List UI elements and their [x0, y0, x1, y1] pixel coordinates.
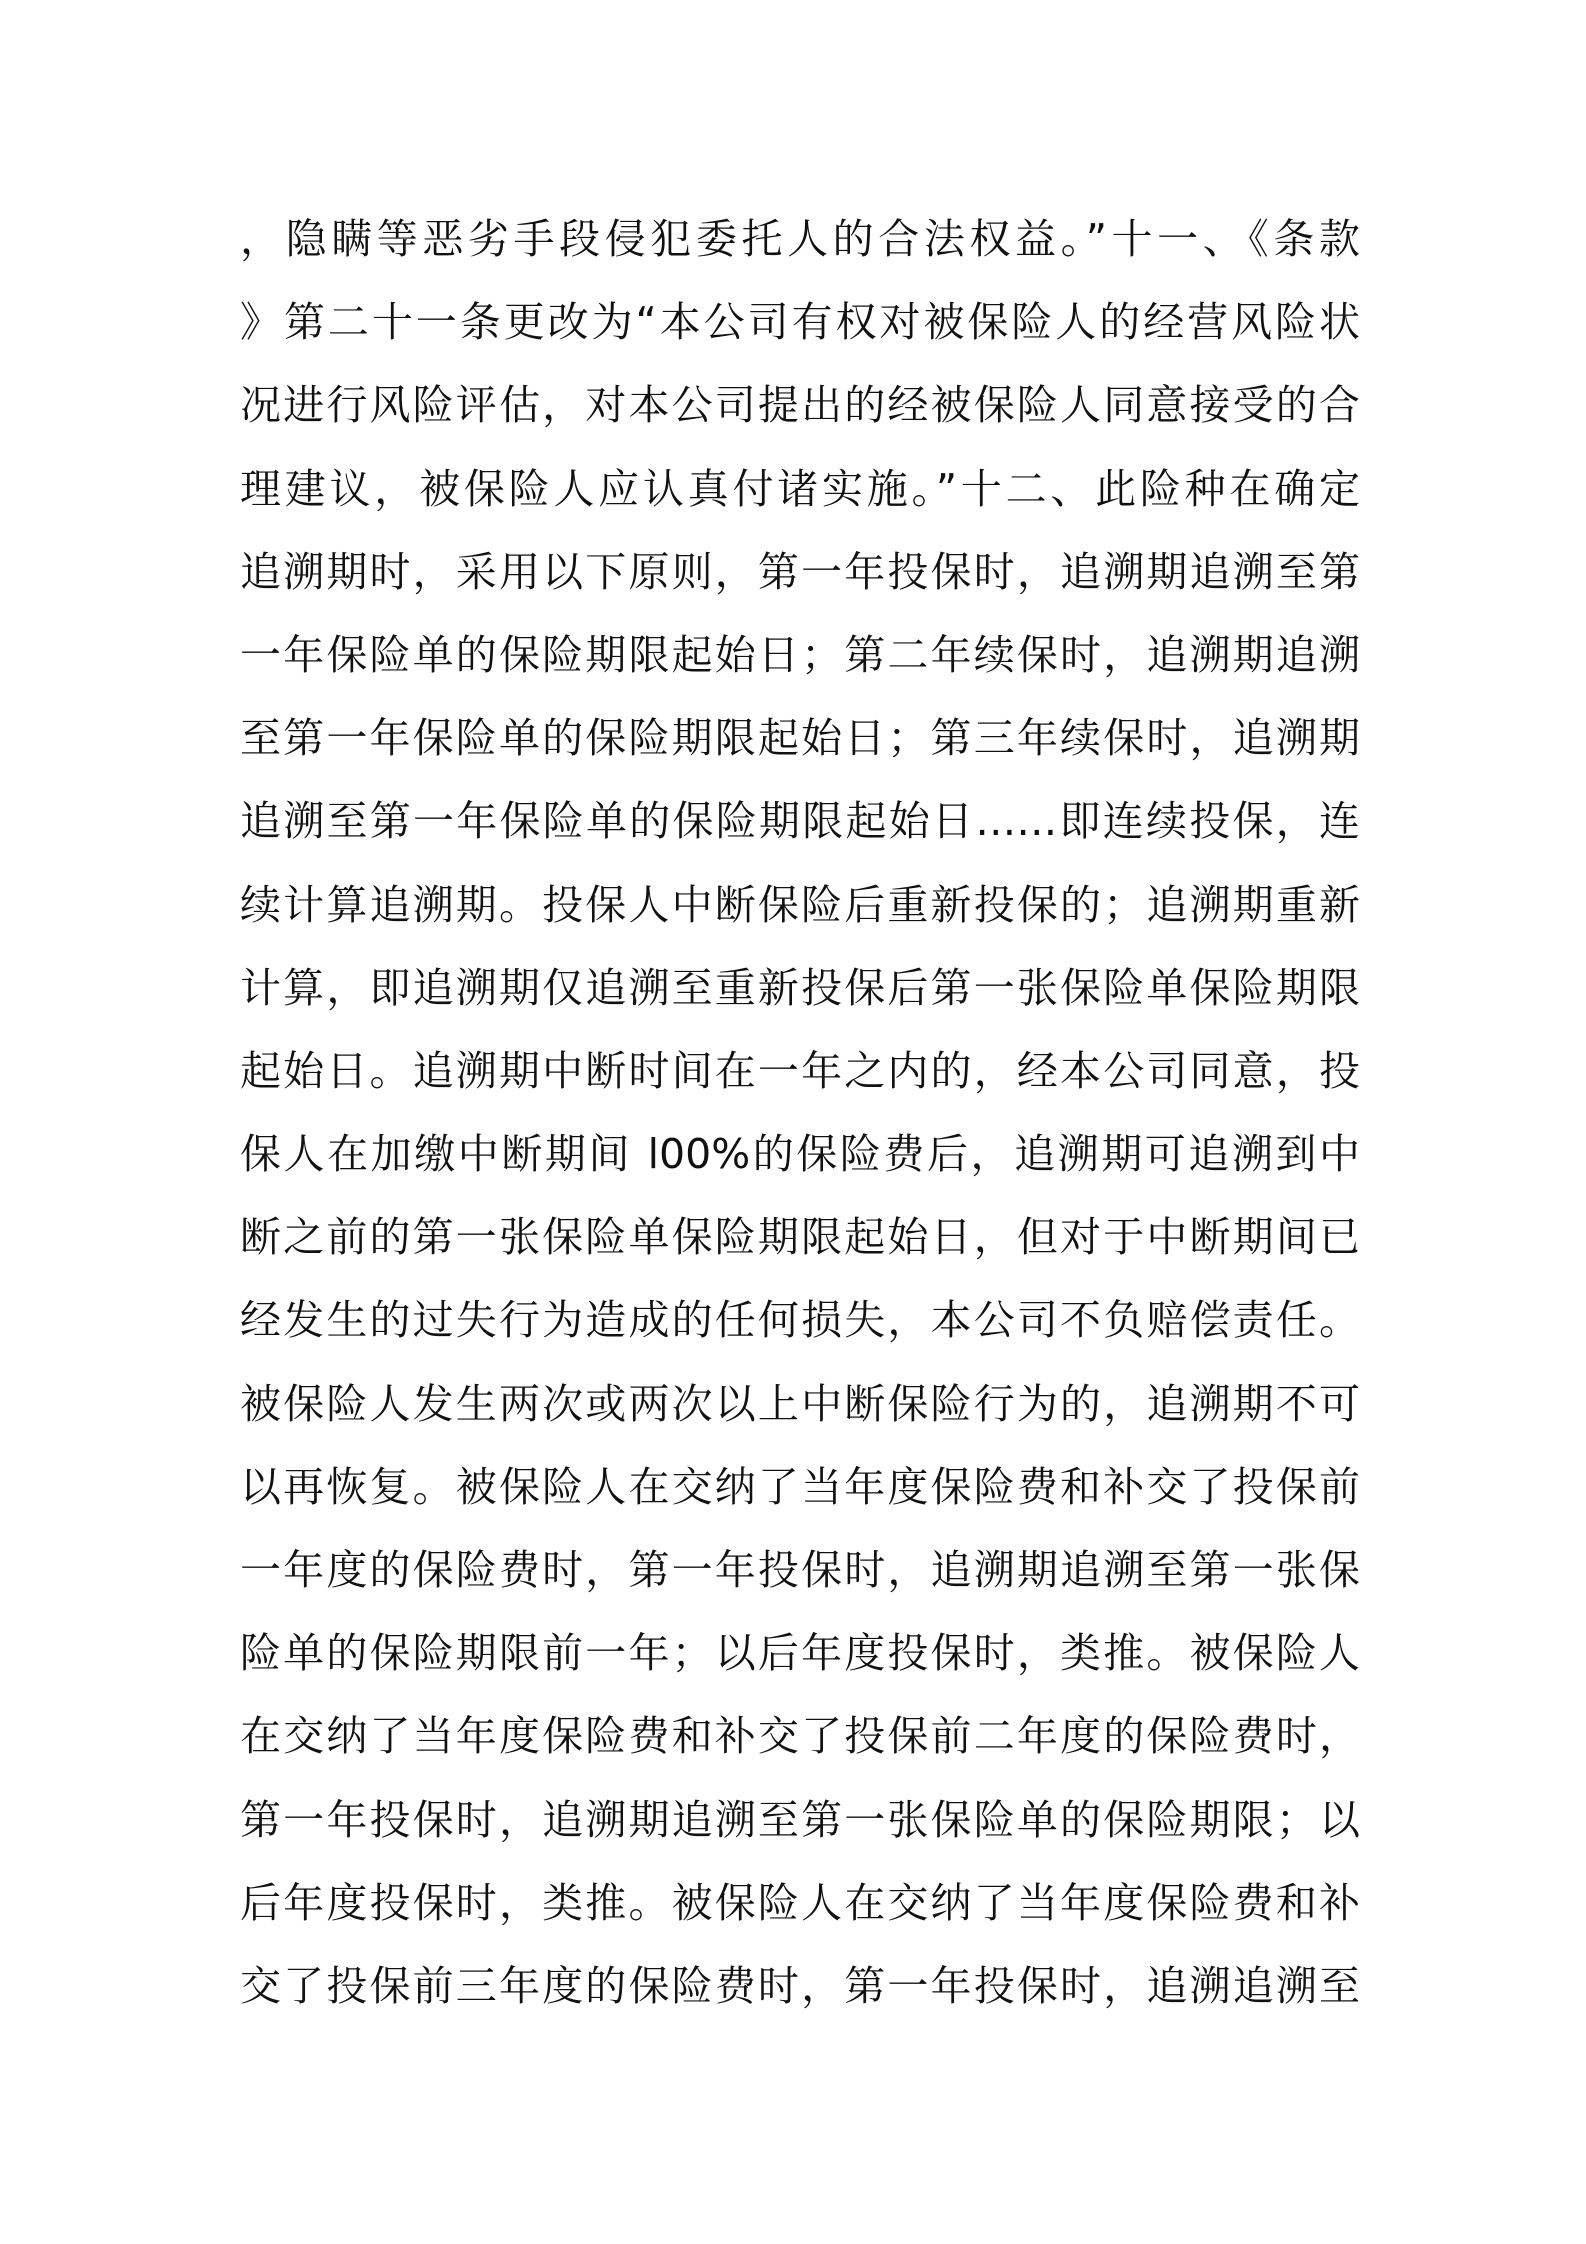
text-line: 续计算追溯期。投保人中断保险后重新投保的；追溯期重新 [240, 880, 1360, 929]
text-line: 被保险人发生两次或两次以上中断保险行为的，追溯期不可 [240, 1379, 1360, 1428]
text-line: 况进行风险评估，对本公司提出的经被保险人同意接受的合 [240, 381, 1360, 430]
text-line: 保人在加缴中断期间 l00%的保险费后，追溯期可追溯到中 [240, 1130, 1360, 1179]
text-line: 断之前的第一张保险单保险期限起始日，但对于中断期间已 [240, 1213, 1360, 1262]
text-line: 第一年投保时，追溯期追溯至第一张保险单的保险期限；以 [240, 1795, 1360, 1844]
text-line: 以再恢复。被保险人在交纳了当年度保险费和补交了投保前 [240, 1462, 1360, 1511]
text-line: 理建议，被保险人应认真付诸实施。”十二、此险种在确定 [240, 464, 1360, 513]
text-line: 追溯至第一年保险单的保险期限起始日……即连续投保，连 [240, 797, 1360, 846]
text-line: 一年度的保险费时，第一年投保时，追溯期追溯至第一张保 [240, 1546, 1360, 1594]
text-line: 在交纳了当年度保险费和补交了投保前二年度的保险费时， [240, 1712, 1360, 1761]
text-line: 后年度投保时，类推。被保险人在交纳了当年度保险费和补 [240, 1878, 1360, 1927]
text-line: ，隐瞒等恶劣手段侵犯委托人的合法权益。”十一、《条款 [240, 215, 1360, 263]
text-line: 交了投保前三年度的保险费时，第一年投保时，追溯追溯至 [240, 1961, 1360, 2010]
text-line: 计算，即追溯期仅追溯至重新投保后第一张保险单保险期限 [240, 963, 1360, 1012]
text-line: 经发生的过失行为造成的任何损失，本公司不负赔偿责任。 [240, 1296, 1360, 1345]
text-line: 一年保险单的保险期限起始日；第二年续保时，追溯期追溯 [240, 630, 1360, 679]
text-line: 》第二十一条更改为“本公司有权对被保险人的经营风险状 [240, 298, 1360, 347]
text-line: 险单的保险期限前一年；以后年度投保时，类推。被保险人 [240, 1629, 1360, 1678]
text-line: 起始日。追溯期中断时间在一年之内的，经本公司同意，投 [240, 1046, 1360, 1095]
text-line: 至第一年保险单的保险期限起始日；第三年续保时，追溯期 [240, 714, 1360, 763]
body-text [240, 198, 1360, 2028]
text-line: 追溯期时，采用以下原则，第一年投保时，追溯期追溯至第 [240, 547, 1360, 596]
